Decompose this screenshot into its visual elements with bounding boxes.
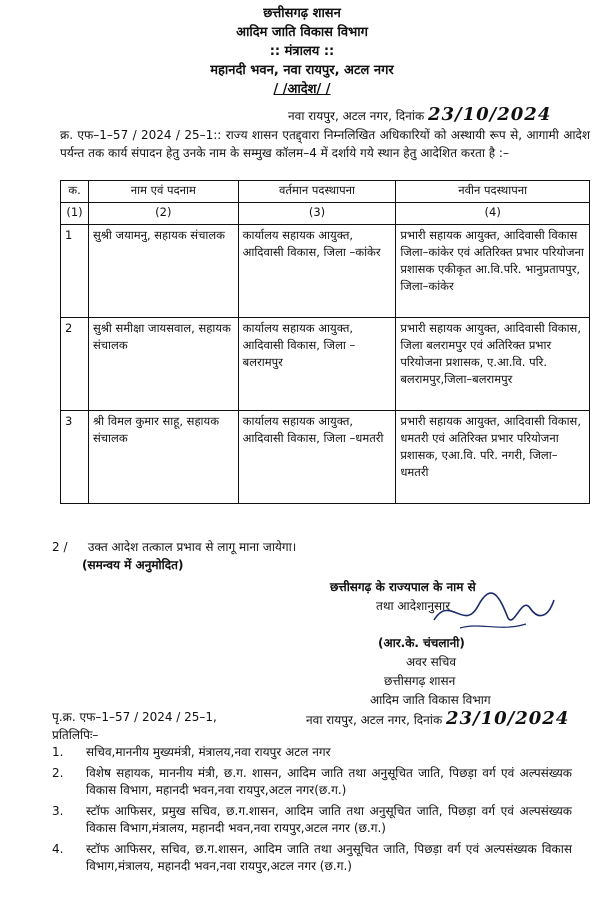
list-item-number: 1. (52, 745, 64, 759)
endorsement-dateline (306, 708, 569, 729)
handwritten-signature (430, 588, 560, 638)
copy-list (52, 744, 572, 879)
list-item-text: स्टॉफ आफिसर, सचिव, छ.ग.शासन, आदिम जाति तथा अनुसूचित जाति, पिछड़ा वर्ग एवं अल्पसंख्यक विकास विभाग,मंत्रालय, महानदी भवन,नवा रायपुर,अटल नगर (छ.ग.) (86, 842, 572, 873)
list-item (52, 803, 572, 837)
list-item-number: 2. (52, 766, 64, 780)
ministry-label: :: मंत्रालय :: (269, 44, 335, 59)
table-row (61, 225, 590, 318)
endorsement-date: 23/10/2024 (446, 708, 570, 729)
col-number: (4) (396, 203, 590, 225)
signatory-govt: छत्तीसगढ़ शासन (384, 674, 456, 688)
office-address: महानदी भवन, नवा रायपुर, अटल नगर (210, 63, 394, 78)
cell-new-posting: प्रभारी सहायक आयुक्त, आदिवासी विकास जिला–कांकेर एवं अतिरिक्त प्रभार परियोजना प्रशासक एकीकृत आ.वि.परि. भानुप्रतापपुर, जिला–कांकेर (396, 225, 590, 318)
cell-new-posting: प्रभारी सहायक आयुक्त, आदिवासी विकास, धमतरी एवं अतिरिक्त प्रभार परियोजना प्रशासक, एआ.वि. परि. नगरी, जिला–धमतरी (396, 411, 590, 504)
cell-current-posting: कार्यालय सहायक आयुक्त, आदिवासी विकास, जिला –कांकेर (238, 225, 396, 318)
list-item-text: विशेष सहायक, माननीय मंत्री, छ.ग. शासन, आदिम जाति तथा अनुसूचित जाति, पिछड़ा वर्ग एवं अल्पसंख्यक विकास विभाग, महानदी भवन,नवा रायपुर,अटल नगर(छ.ग.) (86, 766, 572, 797)
cell-name: सुश्री जयामनु, सहायक संचालक (88, 225, 238, 318)
dateline-date: 23/10/2024 (428, 104, 552, 125)
list-item-number: 4. (52, 842, 64, 856)
cell-current-posting: कार्यालय सहायक आयुक्त, आदिवासी विकास, जिला –बलरामपुर (238, 318, 396, 411)
col-header-new-posting: नवीन पदस्थापना (396, 181, 590, 203)
cell-new-posting: प्रभारी सहायक आयुक्त, आदिवासी विकास, जिला बलरामपुर एवं अतिरिक्त प्रभार परियोजना प्रशासक, ए.आ.वि. परि. बलरामपुर,जिला–बलरामपुर (396, 318, 590, 411)
col-header-name: नाम एवं पदनाम (88, 181, 238, 203)
col-number: (3) (238, 203, 396, 225)
cell-name: सुश्री समीक्षा जायसवाल, सहायक संचालक (88, 318, 238, 411)
signatory-name: (आर.के. चंचलानी) (378, 636, 465, 650)
approval-note: (समन्वय में अनुमोदित) (82, 558, 184, 572)
table-row (61, 318, 590, 411)
list-item (52, 841, 572, 875)
table-header-row (61, 181, 590, 203)
signatory-department: आदिम जाति विकास विभाग (370, 693, 491, 707)
cell-current-posting: कार्यालय सहायक आयुक्त, आदिवासी विकास, जिला –धमतरी (238, 411, 396, 504)
paragraph-2 (52, 538, 296, 555)
cell-serial: 2 (61, 318, 89, 411)
paragraph-2-text: उक्त आदेश तत्काल प्रभाव से लागू माना जायेगा। (87, 540, 297, 554)
col-number: (1) (61, 203, 89, 225)
signature-authority-line: छत्तीसगढ़ के राज्यपाल के नाम से (330, 580, 476, 594)
list-item (52, 765, 572, 799)
endorsement-ref: पृ.क्र. एफ–1–57 / 2024 / 25–1, (52, 710, 217, 724)
order-dateline (288, 104, 551, 125)
dateline-place: नवा रायपुर, अटल नगर, दिनांक (288, 109, 425, 123)
endorsement-place: नवा रायपुर, अटल नगर, दिनांक (306, 713, 443, 727)
order-title: / /आदेश/ / (273, 82, 331, 97)
table-column-number-row (61, 203, 590, 225)
signature-order-line: तथा आदेशानुसार (376, 599, 451, 613)
col-number: (2) (88, 203, 238, 225)
cell-serial: 3 (61, 411, 89, 504)
letterhead (0, 4, 604, 99)
copy-to-label: प्रतिलिपिः– (52, 728, 99, 742)
list-item (52, 744, 572, 761)
order-intro: क्र. एफ–1–57 / 2024 / 25–1:: राज्य शासन एतद्द्वारा निम्नलिखित अधिकारियों को अस्थायी रूप से, आगामी आदेश पर्यन्त तक कार्य संपादन हेतु उनके नाम के सम्मुख कॉलम–4 में दर्शाये गये स्थान हेतु आदेशित करता है :– (60, 128, 590, 160)
col-header-current-posting: वर्तमान पदस्थापना (238, 181, 396, 203)
posting-table (60, 180, 590, 504)
cell-serial: 1 (61, 225, 89, 318)
signatory-designation: अवर सचिव (406, 655, 457, 669)
table-row (61, 411, 590, 504)
list-item-number: 3. (52, 804, 64, 818)
col-header-serial: क. (61, 181, 89, 203)
department-name: आदिम जाति विकास विभाग (236, 25, 368, 40)
list-item-text: सचिव,माननीय मुख्यमंत्री, मंत्रालय,नवा रायपुर अटल नगर (86, 745, 331, 759)
govt-name: छत्तीसगढ़ शासन (263, 6, 341, 21)
list-item-text: स्टॉफ आफिसर, प्रमुख सचिव, छ.ग.शासन, आदिम जाति तथा अनुसूचित जाति, पिछड़ा वर्ग एवं अल्पसंख्यक विकास विभाग,मंत्रालय, महानदी भवन,नवा रायपुर,अटल नगर (छ.ग.) (86, 804, 572, 835)
cell-name: श्री विमल कुमार साहू, सहायक संचालक (88, 411, 238, 504)
paragraph-2-number: 2 / (52, 540, 68, 554)
